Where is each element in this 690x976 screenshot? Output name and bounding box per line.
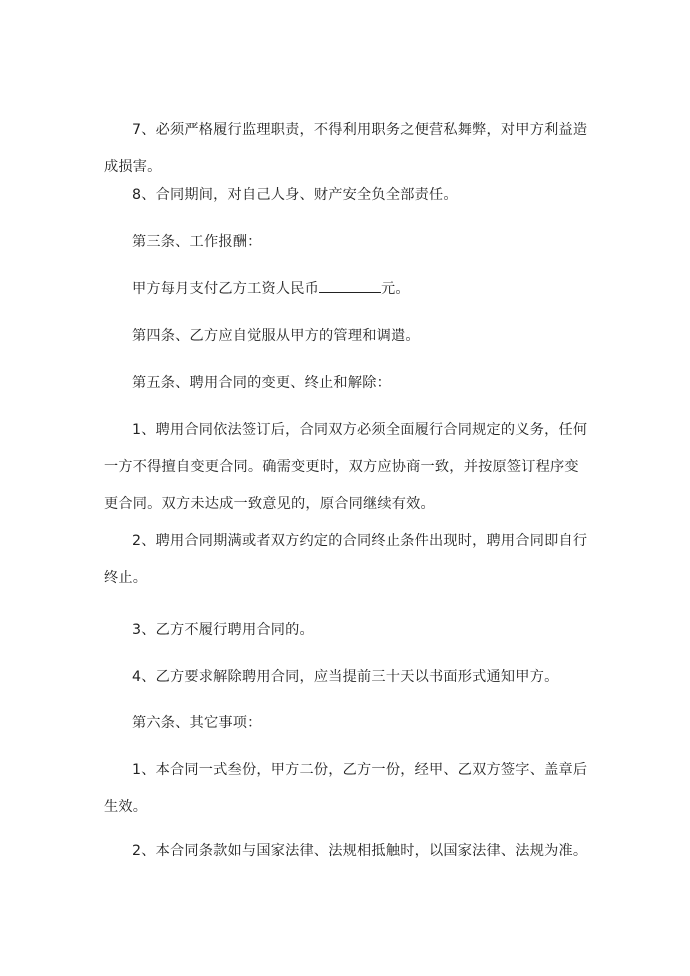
salary-text-before: 甲方每月支付乙方工资人民币	[132, 281, 320, 297]
article-5-clause-4: 4、乙方要求解除聘用合同，应当提前三十天以书面形式通知甲方。	[132, 669, 559, 685]
article-5-heading: 第五条、聘用合同的变更、终止和解除：	[132, 375, 391, 391]
article-5-clause-1: 1、聘用合同依法签订后，合同双方必须全面履行合同规定的义务，任何一方不得擅自变更合同。确需变更时，双方应协商一致，并按原签订程序变更合同。双方未达成一致意见的，原合同继续有效。	[104, 422, 588, 512]
article-6-clause-2: 2、本合同条款如与国家法律、法规相抵触时，以国家法律、法规为准。	[132, 843, 588, 859]
article-6-clause-1: 1、本合同一式叁份，甲方二份，乙方一份，经甲、乙双方签字、盖章后生效。	[104, 762, 588, 815]
paragraph-item-8: 8、合同期间，对自己人身、财产安全负全部责任。	[132, 187, 458, 203]
article-5-clause-2: 2、聘用合同期满或者双方约定的合同终止条件出现时，聘用合同即自行终止。	[104, 533, 588, 586]
paragraph-item-7: 7、必须严格履行监理职责，不得利用职务之便营私舞弊，对甲方利益造成损害。	[104, 122, 588, 175]
salary-text-after: 元。	[381, 281, 410, 297]
salary-amount-blank	[319, 278, 381, 293]
article-3-heading: 第三条、工作报酬：	[132, 234, 262, 250]
salary-paragraph	[104, 271, 588, 308]
article-4-heading: 第四条、乙方应自觉服从甲方的管理和调遣。	[132, 328, 420, 344]
article-5-clause-3: 3、乙方不履行聘用合同的。	[132, 622, 314, 638]
article-6-heading: 第六条、其它事项：	[132, 715, 262, 731]
